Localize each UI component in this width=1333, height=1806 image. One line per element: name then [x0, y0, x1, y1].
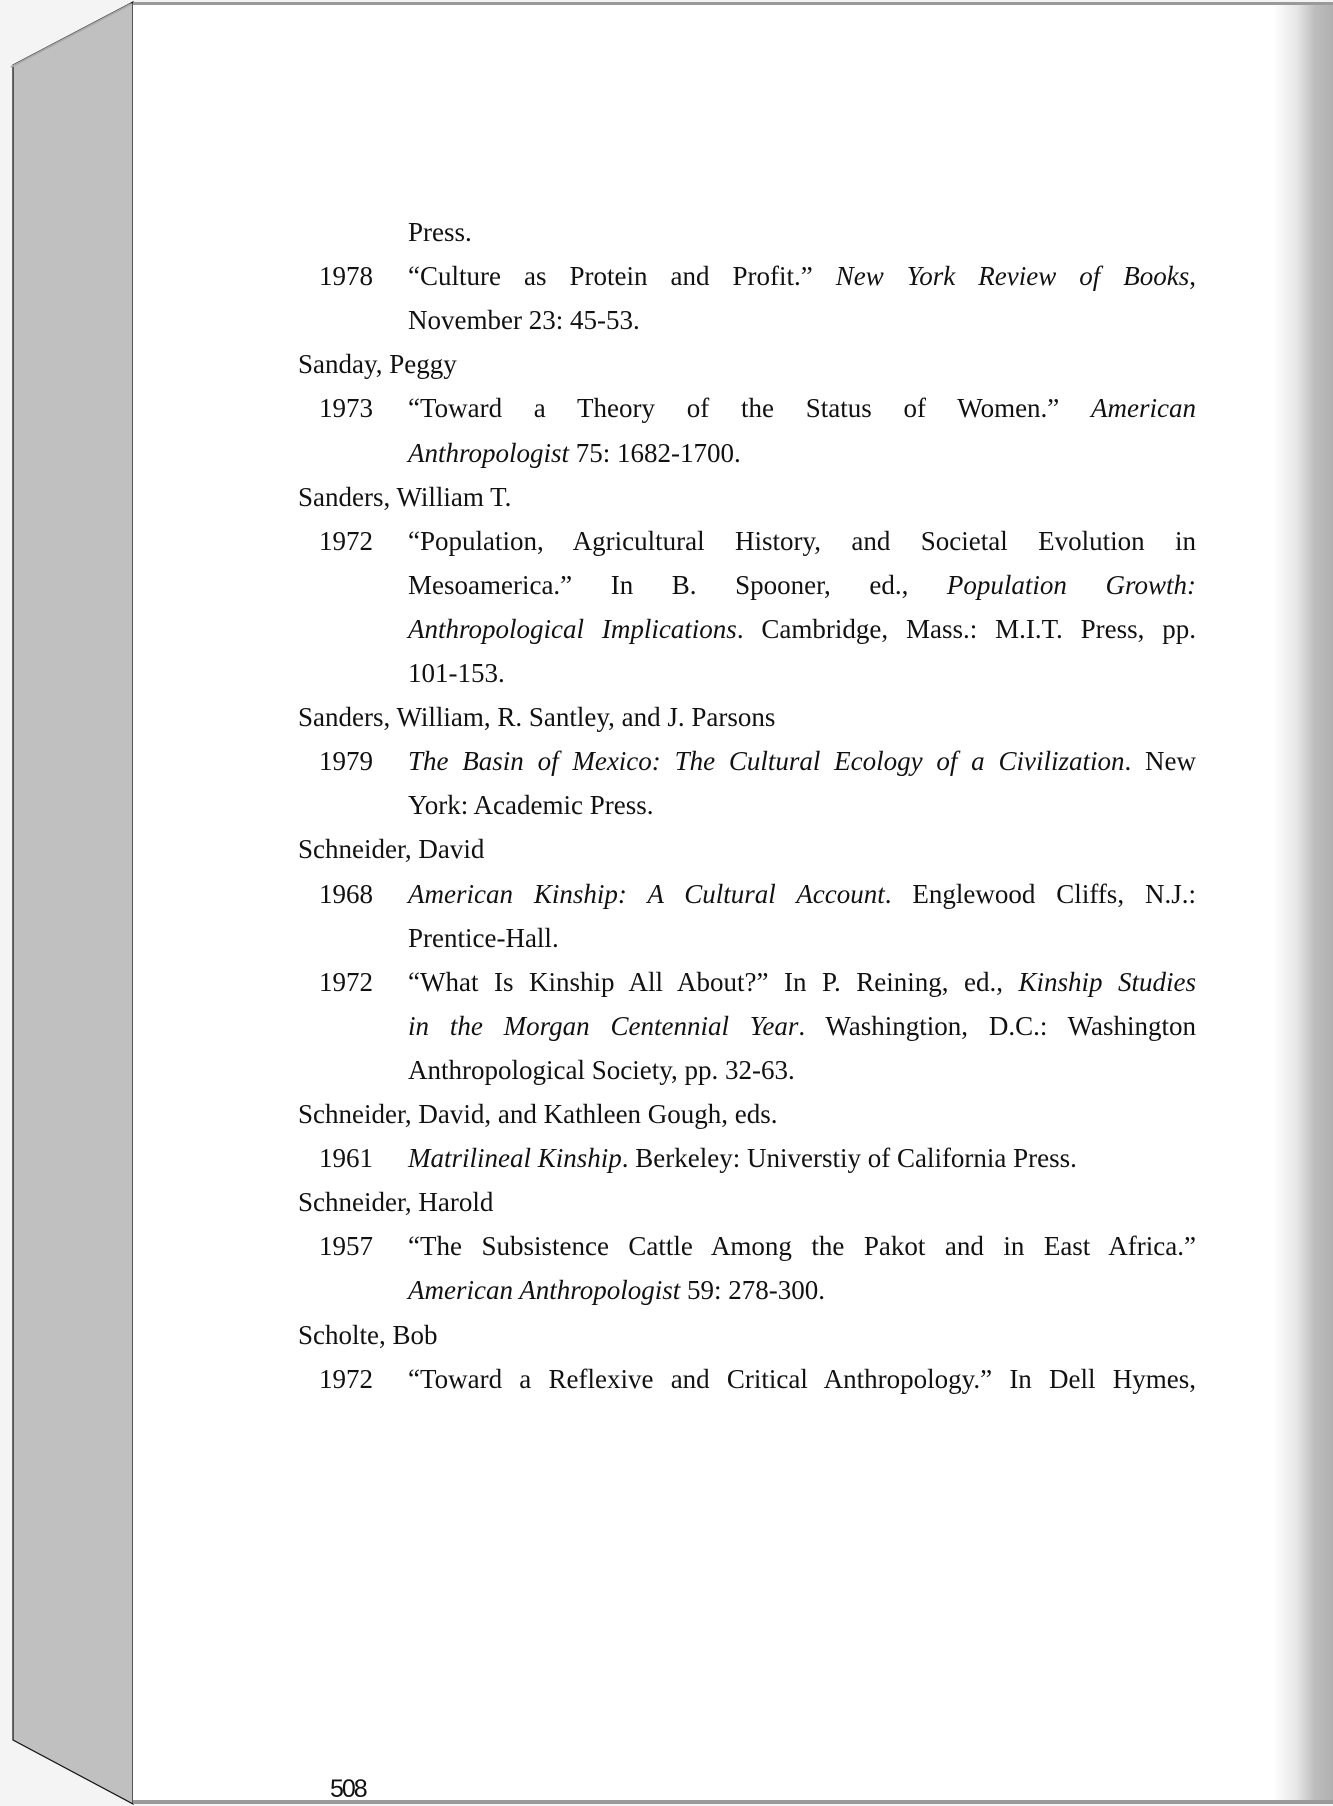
- citation-text: “Culture as Protein and Profit.”: [408, 261, 836, 292]
- italic-title: The Basin of Mexico: The Cultural Ecology of a Civilization: [408, 746, 1125, 777]
- italic-title: Anthropologist: [408, 437, 570, 468]
- entry-year: 1972: [319, 1363, 373, 1394]
- author-heading: [298, 829, 484, 869]
- citation-line: [408, 874, 1196, 914]
- citation-text: November 23: 45-53.: [408, 305, 640, 336]
- citation-text: Sanders, William, R. Santley, and J. Parsons: [298, 702, 776, 733]
- entry-year: 1979: [319, 746, 373, 777]
- citation-line: [408, 918, 559, 958]
- citation-text: Prentice-Hall.: [408, 922, 559, 953]
- italic-title: American: [1091, 393, 1196, 424]
- citation-text: Sanders, William T.: [298, 481, 512, 512]
- citation-line: [408, 300, 640, 340]
- page-number: 508: [330, 1775, 366, 1803]
- citation-line: [408, 609, 1196, 649]
- entry-year: 1961: [319, 1143, 373, 1174]
- page-edge-shadow: [1273, 5, 1333, 1800]
- citation-text: “The Subsistence Cattle Among the Pakot and in East Africa.”: [408, 1231, 1196, 1262]
- italic-title: Kinship Studies: [1018, 966, 1197, 997]
- italic-title: Population Growth:: [946, 569, 1196, 600]
- citation-text: . Englewood Cliffs, N.J.:: [884, 878, 1197, 909]
- author-heading: [298, 1094, 778, 1134]
- italic-title: Matrilineal Kinship: [408, 1143, 622, 1174]
- citation-text: 75: 1682-1700.: [569, 437, 741, 468]
- author-heading: [298, 344, 457, 384]
- author-heading: [298, 1182, 493, 1222]
- citation-text: Schneider, Harold: [298, 1187, 494, 1218]
- citation-line: [408, 785, 654, 825]
- entry-year: 1972: [319, 525, 373, 556]
- citation-text: Mesoamerica.” In B. Spooner, ed.,: [408, 569, 947, 600]
- citation-line: [408, 1006, 1196, 1046]
- citation-line: [408, 741, 1196, 781]
- citation-text: Schneider, David, and Kathleen Gough, eds.: [298, 1099, 778, 1129]
- citation-line: [408, 212, 472, 252]
- citation-text: 101-153.: [408, 658, 505, 688]
- citation-line: [408, 962, 1196, 1002]
- citation-text: Scholte, Bob: [298, 1319, 438, 1350]
- citation-text: York: Academic Press.: [408, 790, 654, 821]
- italic-title: in the Morgan Centennial Year: [408, 1010, 799, 1041]
- italic-title: Anthropological Implications: [408, 613, 737, 644]
- italic-title: New York Review of Books: [835, 261, 1190, 292]
- citation-line: [408, 565, 1196, 605]
- citation-text: 59: 278-300.: [680, 1275, 825, 1306]
- author-heading: [298, 477, 511, 517]
- citation-line: [408, 1138, 1077, 1178]
- citation-line: [408, 388, 1196, 428]
- citation-text: “Toward a Theory of the Status of Women.”: [408, 393, 1092, 424]
- entry-year: 1978: [319, 261, 373, 292]
- citation-text: Anthropological Society, pp. 32-63.: [408, 1054, 795, 1085]
- citation-line: [408, 1359, 1196, 1399]
- citation-line: [408, 521, 1196, 561]
- citation-text: . Washingtion, D.C.: Washington: [798, 1010, 1196, 1041]
- citation-text: Schneider, David: [298, 834, 485, 865]
- author-heading: [298, 1315, 438, 1355]
- citation-line: [408, 433, 741, 473]
- entry-year: 1972: [319, 966, 373, 997]
- italic-title: American Kinship: A Cultural Account: [408, 878, 885, 909]
- citation-text: . New: [1124, 746, 1196, 777]
- citation-text: ,: [1189, 261, 1196, 292]
- entry-year: 1973: [319, 393, 373, 424]
- citation-line: [408, 1050, 795, 1090]
- citation-line: [408, 256, 1196, 296]
- author-heading: [298, 697, 775, 737]
- citation-line: [408, 1270, 825, 1310]
- citation-text: . Cambridge, Mass.: M.I.T. Press, pp.: [736, 613, 1196, 644]
- citation-text: “What Is Kinship All About?” In P. Reining, ed.,: [408, 966, 1019, 997]
- book-spine: [0, 0, 136, 1806]
- entry-year: 1957: [319, 1231, 373, 1262]
- citation-text: “Toward a Reflexive and Critical Anthropology.” In Dell Hymes,: [408, 1363, 1196, 1394]
- citation-text: Sanday, Peggy: [298, 349, 457, 380]
- citation-text: “Population, Agricultural History, and Societal Evolution in: [408, 525, 1196, 556]
- citation-line: [408, 653, 505, 693]
- citation-text: . Berkeley: Universtiy of California Press.: [621, 1143, 1077, 1174]
- entry-year: 1968: [319, 878, 373, 909]
- citation-line: [408, 1226, 1196, 1266]
- italic-title: American Anthropologist: [408, 1275, 681, 1306]
- citation-text: Press.: [408, 217, 472, 247]
